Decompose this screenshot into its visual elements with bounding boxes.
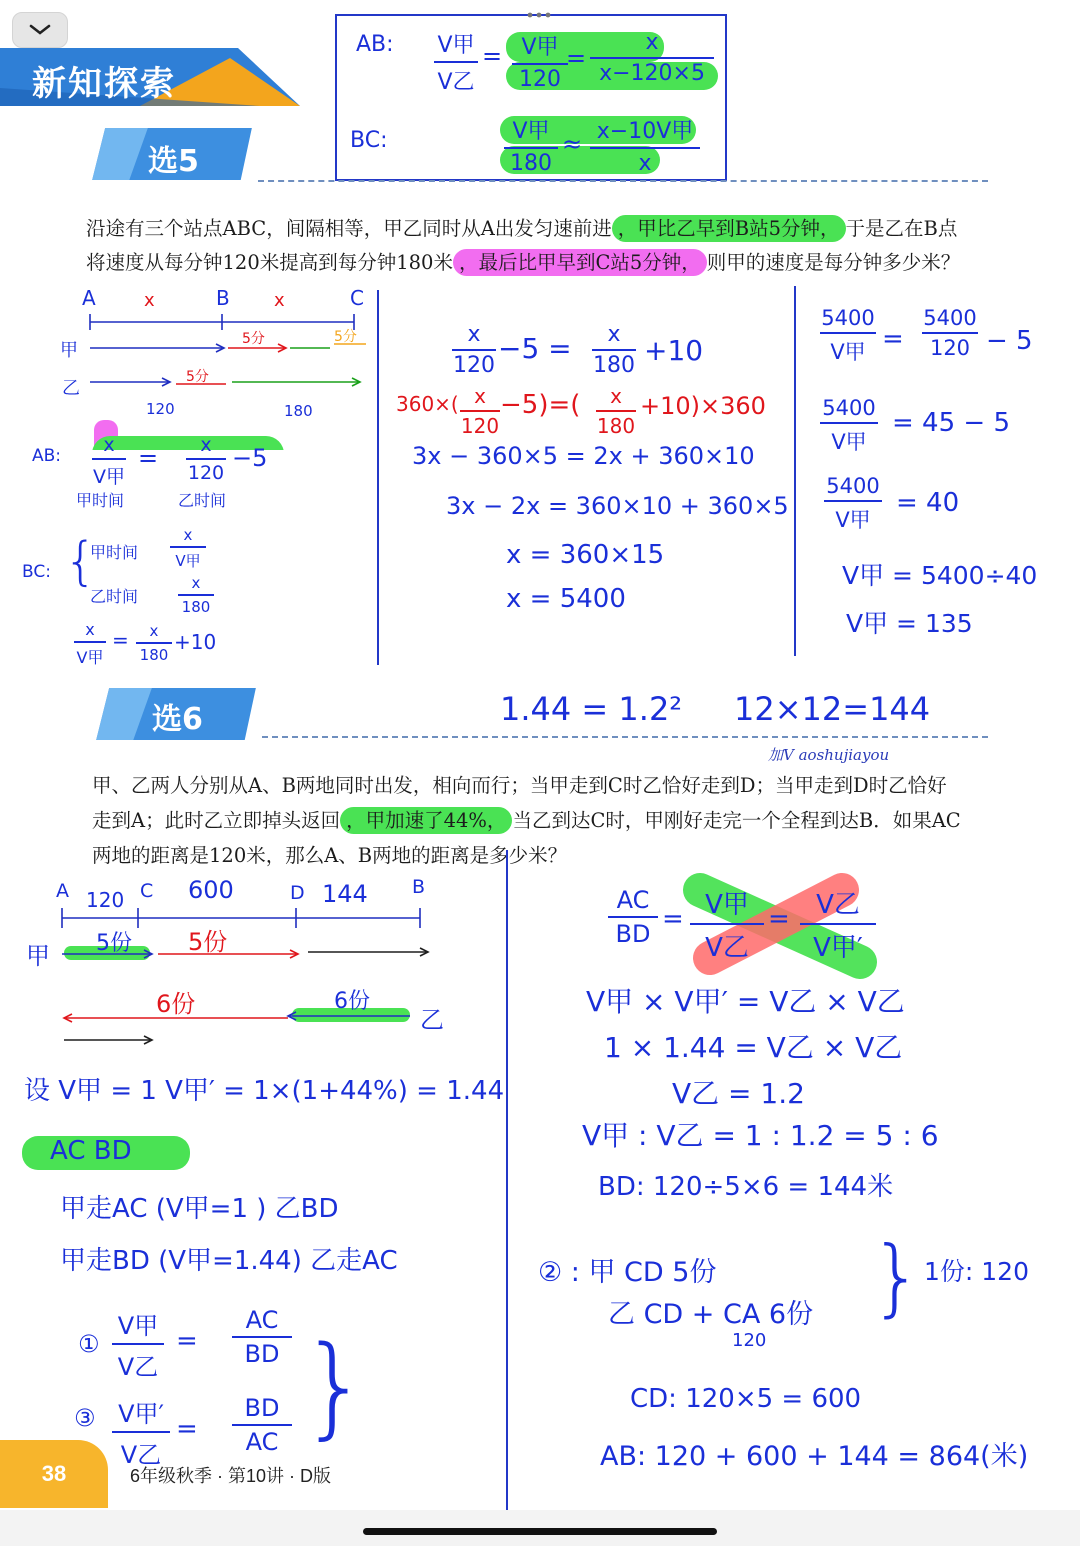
d5-label-C: C: [350, 286, 364, 310]
m5-l1-plus: +10: [644, 334, 704, 367]
d6-144: 144: [322, 880, 368, 908]
tag-label-6: 选6: [152, 702, 203, 737]
r6-x-frac-right: V乙 V甲′: [800, 884, 876, 964]
l6-e1-mark: ①: [78, 1330, 100, 1358]
l6-e1-frac-left: V甲 V乙: [112, 1306, 164, 1382]
r6-l6: CD: 120×5 = 600: [630, 1384, 862, 1414]
l5-cap1: 甲时间: [76, 491, 125, 510]
d5-fen-b: 5分: [334, 329, 357, 345]
problem-6-line2a: 走到A；此时乙立即掉头返回: [92, 809, 341, 832]
top-ab-eq1: =: [482, 42, 503, 70]
r5-eq1: =: [882, 324, 904, 354]
m5-l1-minus: −5 =: [498, 332, 572, 365]
l6-line1: 甲走AC (V甲=1 ) 乙BD: [60, 1194, 339, 1224]
d6-A: A: [56, 880, 69, 902]
r6-l3: V乙 = 1.2: [672, 1077, 805, 1110]
top-ab-eq2: =: [566, 44, 587, 72]
m5-l3: 3x − 360×5 = 2x + 360×10: [412, 442, 755, 470]
page-number: 38: [0, 1440, 108, 1508]
l5-final-plus: +10: [174, 630, 217, 654]
l5-eq: =: [138, 444, 159, 472]
section-title: 新知探索: [32, 64, 176, 104]
problem-6-line2b: 当乙到达C时，甲刚好走完一个全程到达B．如果AC: [512, 809, 961, 832]
problem-5-highlight1: ，甲比乙早到B站5分钟，: [612, 215, 846, 242]
r6-l4: V甲 : V乙 = 1 : 1.2 = 5 : 6: [582, 1119, 939, 1152]
r5-frac2: 5400 120: [923, 306, 977, 360]
m5-l6: x = 5400: [506, 584, 626, 614]
d6-fen6a: 6份: [156, 990, 196, 1018]
l5-minus5: −5: [232, 444, 268, 472]
d5-label-A: A: [82, 286, 96, 310]
r6-l7: AB: 120 + 600 + 144 = 864(米): [600, 1441, 1029, 1472]
l5-frac1: x V甲: [93, 434, 125, 488]
l6-e3-mark: ③: [74, 1404, 96, 1432]
top-bc-eq: ≈: [562, 130, 583, 158]
problem-6-line1: 甲、乙两人分别从A、B两地同时出发，相向而行；当甲走到C时乙恰好走到D；当甲走到D时乙恰好: [92, 774, 947, 797]
l6-set: 设 V甲 = 1 V甲′ = 1×(1+44%) = 1.44: [24, 1076, 505, 1106]
l5-final-eq: =: [112, 628, 129, 652]
m5-l1-frac2: x 180: [593, 322, 635, 378]
l6-e3-frac-left: V甲′ V乙: [112, 1394, 170, 1470]
top-ab-frac-left: V甲 V乙: [434, 28, 478, 96]
d5-label-yi: 乙: [62, 378, 80, 399]
r5-l4: V甲 = 5400÷40: [842, 561, 1038, 590]
d6-C: C: [140, 880, 154, 902]
l5-bc-row1: 甲时间: [90, 543, 139, 562]
l6-tag: AC BD: [50, 1136, 132, 1166]
d5-label-B: B: [216, 286, 230, 310]
d5-label-x2: x: [274, 290, 285, 311]
r6-brace: }: [870, 1228, 924, 1326]
problem-5-part2: 于是乙在B点: [845, 217, 958, 240]
r6-b3: 1份: 120: [924, 1257, 1029, 1286]
top-ab-label: AB:: [356, 32, 394, 57]
r6-l2: 1 × 1.44 = V乙 × V乙: [604, 1031, 903, 1064]
r5-frac4: 5400 V甲: [824, 474, 882, 534]
r6-l5: BD: 120÷5×6 = 144米: [598, 1172, 894, 1202]
m5-l2-frac2: x 180: [596, 384, 636, 438]
l5-frac2: x 120: [187, 434, 225, 484]
s6-note1: 1.44 = 1.2²: [500, 690, 683, 728]
problem-6-line3: 两地的距离是120米，那么A、B两地的距离是多少米？: [92, 844, 568, 867]
r5-post1: − 5: [986, 326, 1033, 356]
d5-label-jia: 甲: [60, 340, 78, 361]
top-bc-frac-left: V甲 180: [504, 114, 558, 176]
r6-b2-sub: 120: [732, 1330, 767, 1351]
top-ab-frac-mid: V甲 120: [512, 30, 568, 92]
d6-B: B: [412, 876, 426, 898]
l6-line2: 甲走BD (V甲=1.44) 乙走AC: [60, 1246, 398, 1276]
s6-note2: 12×12=144: [734, 690, 931, 728]
l6-e3-eq: =: [176, 1414, 198, 1444]
m5-l2-post: +10)×360: [640, 392, 766, 420]
m5-l1-frac1: x 120: [453, 322, 495, 378]
l5-brace: {: [64, 532, 98, 592]
l5-bc-label: BC:: [22, 562, 51, 582]
home-indicator[interactable]: [363, 1528, 717, 1535]
l6-e1-eq: =: [176, 1326, 198, 1356]
top-ab-frac-right: x x−120×5: [590, 30, 714, 86]
l5-final-frac2: x 180: [136, 622, 172, 664]
d6-jia: 甲: [26, 942, 50, 970]
r6-x-frac-left: V甲 V乙: [690, 884, 764, 964]
r6-b2: 乙 CD + CA 6份: [608, 1299, 814, 1330]
r6-top-eq: =: [662, 904, 684, 934]
r6-top-frac: AC BD: [608, 886, 658, 948]
top-bc-frac-right: x−10V甲 x: [590, 114, 700, 176]
problem-5-part1: 沿途有三个站点ABC，间隔相等，甲乙同时从A出发匀速前进: [86, 217, 612, 240]
watermark: 加V aoshujiayou: [768, 746, 890, 764]
problem-5-part3: 将速度从每分钟120米提高到每分钟180米: [86, 251, 453, 274]
l5-bc-row2: 乙时间: [90, 587, 139, 606]
r5-post2: = 45 − 5: [892, 408, 1010, 438]
m5-l2-mid: −5)=(: [500, 390, 581, 420]
m5-l5: x = 360×15: [506, 540, 665, 570]
problem-5-part4: 则甲的速度是每分钟多少米？: [706, 251, 961, 274]
d6-120: 120: [86, 888, 125, 912]
l5-bc-frac2: x 180: [178, 574, 214, 616]
l6-e3-frac-right: BD AC: [232, 1394, 292, 1456]
r5-l5: V甲 = 135: [846, 609, 973, 638]
r6-b1: ② : 甲 CD 5份: [538, 1257, 717, 1288]
top-bc-label: BC:: [350, 128, 388, 153]
r6-x-eq: =: [768, 904, 790, 934]
l5-ab-label: AB:: [32, 446, 62, 466]
problem-6-highlight: ，甲加速了44%，: [340, 807, 512, 834]
l5-cap2: 乙时间: [178, 491, 227, 510]
d5-speed-180: 180: [284, 402, 313, 420]
l5-final-frac1: x V甲: [74, 620, 106, 668]
m5-l4: 3x − 2x = 360×10 + 360×5: [446, 492, 789, 520]
r6-l1: V甲 × V甲′ = V乙 × V乙: [586, 985, 905, 1018]
d6-fen6b: 6份: [334, 989, 370, 1014]
r5-frac3: 5400 V甲: [820, 396, 878, 456]
l6-brace: }: [300, 1322, 370, 1450]
m5-l2-pre: 360×(: [396, 392, 459, 416]
d5-fen-c: 5分: [186, 369, 209, 385]
m5-l2-frac1: x 120: [460, 384, 500, 438]
d6-yi: 乙: [420, 1006, 444, 1034]
r5-post3: = 40: [896, 488, 960, 518]
footer-text: 6年级秋季 · 第10讲 · D版: [130, 1466, 332, 1486]
d6-fen5a: 5份: [96, 931, 132, 956]
d5-fen-a: 5分: [242, 331, 265, 347]
d6-600: 600: [188, 876, 234, 904]
r5-frac1: 5400 V甲: [821, 306, 875, 364]
d5-label-x1: x: [144, 290, 155, 311]
d5-speed-120: 120: [146, 400, 175, 418]
d6-fen5b: 5份: [188, 928, 228, 956]
tag-label-5: 选5: [148, 144, 199, 179]
l5-bc-frac1: x V甲: [170, 526, 206, 571]
l6-e1-frac-right: AC BD: [232, 1306, 292, 1368]
d6-D: D: [290, 882, 305, 904]
problem-5-highlight2: ，最后比甲早到C站5分钟，: [453, 249, 707, 276]
